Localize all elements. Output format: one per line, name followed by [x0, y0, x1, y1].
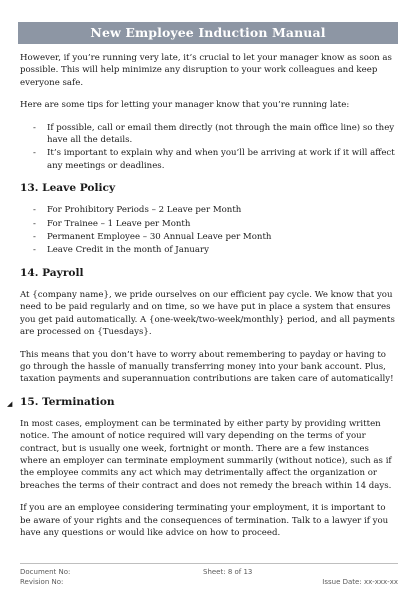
document-number-label: Document No:: [20, 568, 71, 576]
intro-paragraph: However, if you’re running very late, it’s crucial to let your manager know as soon as possible. This will help minimize any disruption to your work colleagues and keep everyone safe.: [20, 53, 392, 88]
section-heading-leave-policy: 13. Leave Policy: [20, 182, 116, 195]
payroll-paragraph: At {company name}, we pride ourselves on our efficient pay cycle. We know that you need to be paid regularly and on time, so we have put in place a system that ensures you get paid automatically. A {one-week/two-week/monthly} period, and all payments are processed on {Tuesdays}.: [20, 289, 395, 338]
page-footer: [20, 563, 398, 587]
list-item: - For Prohibitory Periods – 2 Leave per Month: [33, 205, 242, 216]
list-item: - It’s important to explain why and when you’ll be arriving at work if it will affect any meetings or deadlines.: [33, 148, 395, 171]
section-heading-text: 15. Termination: [20, 395, 115, 408]
list-item: - If possible, call or email them directly (not through the main office line) so they have all the details.: [33, 122, 395, 146]
termination-paragraph: In most cases, employment can be terminated by either party by providing written notice. The amount of notice required will vary depending on the terms of your contract, but is usually one week, fortnight or month. There are a few instances where an employer can terminate employment summarily (without notice), such as if the employee commits any act which may detrimentally affect the organization or breaches the terms of their contract and does not remedy the breach within 14 days.: [20, 418, 392, 491]
tips-intro-paragraph: Here are some tips for letting your manager know that you’re running late:: [20, 100, 350, 111]
issue-date: Issue Date: xx-xxx-xx: [322, 578, 398, 586]
section-heading-termination: [7, 395, 398, 409]
section-heading-payroll: 14. Payroll: [20, 266, 84, 279]
list-item: - Leave Credit in the month of January: [33, 245, 210, 256]
revision-number-label: Revision No:: [20, 578, 64, 586]
termination-paragraph: If you are an employee considering terminating your employment, it is important to be aware of your rights and the consequences of termination. Talk to a lawyer if you have any questions or would like advice on how to proceed.: [20, 503, 389, 538]
sheet-number: Sheet: 8 of 13: [203, 568, 253, 576]
late-tips-list: [20, 122, 398, 173]
document-body: [7, 52, 398, 549]
list-item: - Permanent Employee – 30 Annual Leave per Month: [33, 232, 272, 243]
payroll-paragraph: This means that you don’t have to worry about remembering to payday or having to go through the hassle of manually transferring money into your bank account. Plus, taxation payments and superannuation contributions are taken care of automatically!: [20, 349, 394, 385]
collapse-triangle-icon[interactable]: ◢: [7, 398, 13, 408]
leave-policy-list: [20, 204, 398, 257]
document-title: New Employee Induction Manual: [18, 22, 398, 44]
list-item: - For Trainee – 1 Leave per Month: [33, 218, 191, 229]
